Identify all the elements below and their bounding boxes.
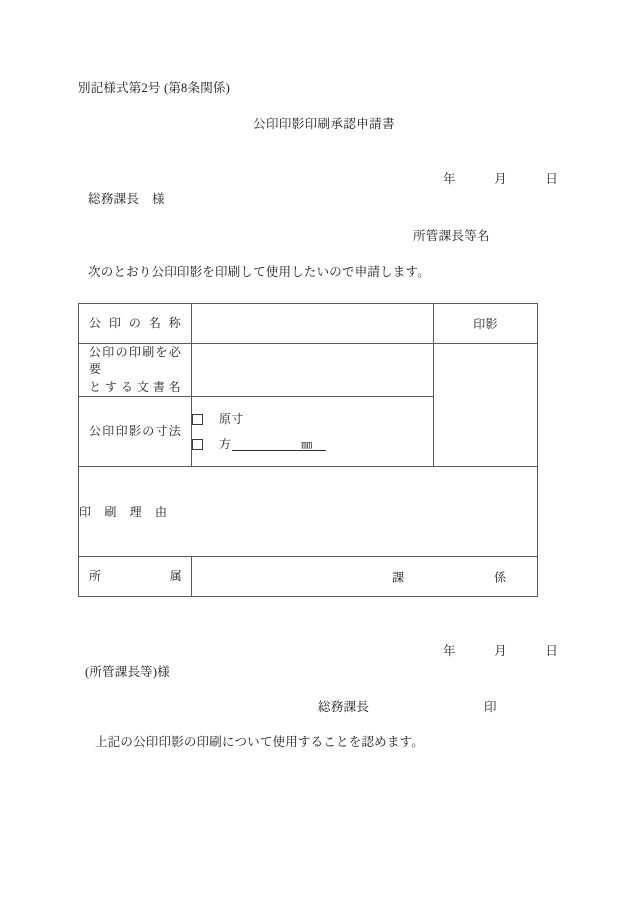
approver-title: 総務課長 <box>318 700 370 714</box>
seal-impression-area[interactable] <box>434 344 538 467</box>
table-row-document-name <box>79 344 538 397</box>
application-date-line: 年 月 日 <box>443 172 559 186</box>
form-number: 別記様式第2号 (第8条関係) <box>78 81 230 95</box>
approval-closing-text: 上記の公印印影の印刷について使用することを認めます。 <box>95 735 424 749</box>
application-intro-text: 次のとおり公印印影を印刷して使用したいので申請します。 <box>88 265 430 279</box>
label-document-name: 公印の印刷を必要 とする文書名 <box>79 344 192 397</box>
approval-addressee: (所管課長等)様 <box>85 665 170 679</box>
option-custom-size[interactable]: 方 ㎜ <box>192 432 433 457</box>
label-subsection-suffix: 係 <box>494 570 507 585</box>
input-seal-name[interactable] <box>192 304 434 344</box>
unit-millimeter: ㎜ <box>301 438 313 451</box>
label-section-suffix: 課 <box>392 570 405 585</box>
table-row-reason <box>79 467 538 557</box>
input-affiliation[interactable] <box>192 557 538 597</box>
application-form-table <box>78 303 538 597</box>
checkbox-custom-size[interactable] <box>192 439 203 450</box>
page-title: 公印印影印刷承認申請書 <box>253 117 395 131</box>
input-print-reason[interactable]: 印刷理由 <box>79 467 538 557</box>
table-row-seal-name <box>79 304 538 344</box>
approval-date-line: 年 月 日 <box>443 644 559 658</box>
table-row-affiliation <box>79 557 538 597</box>
label-seal-size: 公印印影の寸法 <box>79 397 192 467</box>
application-sender: 所管課長等名 <box>413 229 490 243</box>
approver-seal-mark: 印 <box>484 700 497 714</box>
checkbox-original-size[interactable] <box>192 414 203 425</box>
seal-size-options <box>192 397 434 467</box>
label-seal-name: 公印の名称 <box>79 304 192 344</box>
option-original-size[interactable]: 原寸 <box>192 407 433 432</box>
label-affiliation: 所属 <box>79 557 192 597</box>
application-addressee: 総務課長 様 <box>88 192 165 206</box>
label-seal-impression: 印影 <box>434 304 538 344</box>
input-document-name[interactable] <box>192 344 434 397</box>
